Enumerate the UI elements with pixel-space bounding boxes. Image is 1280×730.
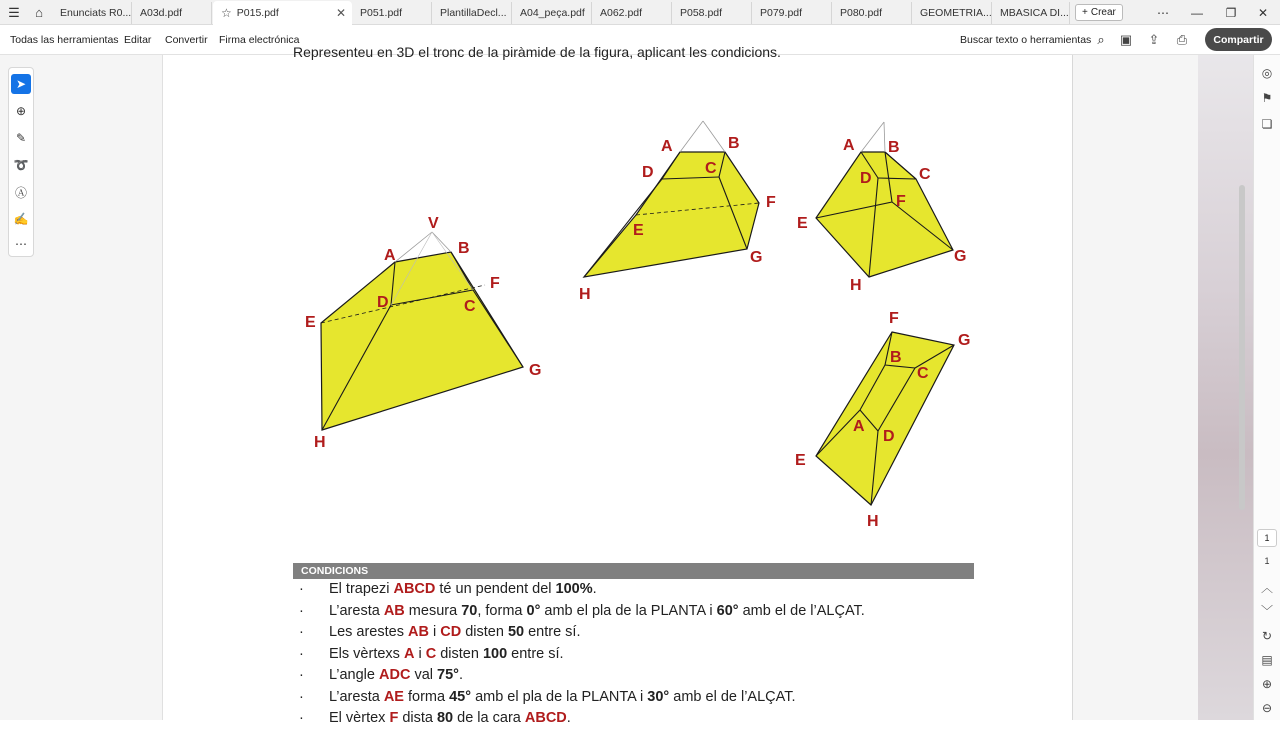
page-total: 1 xyxy=(1264,556,1270,566)
condition-item: · Els vèrtexs A i C disten 100 entre sí. xyxy=(299,645,564,662)
label-h: H xyxy=(579,286,591,303)
pdf-page xyxy=(163,44,1073,726)
scrollbar-thumb[interactable] xyxy=(1239,185,1245,510)
figure-1 xyxy=(305,215,541,451)
menu-convert[interactable]: Convertir xyxy=(165,33,208,46)
chevron-up-icon[interactable]: ︿ xyxy=(1260,580,1273,595)
instruction-text: Representeu en 3D el tronc de la piràmide de la figura, aplicant les condicions. xyxy=(293,44,781,60)
condition-item: · L’aresta AB mesura 70, forma 0° amb el pla de la PLANTA i 60° amb el de l’ALÇAT. xyxy=(299,602,865,619)
cursor-icon[interactable]: ➤ xyxy=(11,74,31,94)
condition-text: L’aresta AE forma 45° amb el pla de la PLANTA i 30° amb el de l’ALÇAT. xyxy=(329,688,796,705)
stamp-icon[interactable]: ✍ xyxy=(13,212,29,226)
label-b: B xyxy=(888,139,900,156)
minimize-icon[interactable]: — xyxy=(1191,5,1203,20)
label-a: A xyxy=(661,138,673,155)
label-e: E xyxy=(797,215,808,232)
star-icon[interactable]: ☆ xyxy=(221,6,232,20)
comment-panel-icon[interactable]: ◎ xyxy=(1261,66,1273,80)
rotate-icon[interactable]: ↻ xyxy=(1261,629,1273,643)
label-a: A xyxy=(384,247,396,264)
page-number-input[interactable]: 1 xyxy=(1257,529,1277,547)
label-d: D xyxy=(883,428,895,445)
label-h: H xyxy=(850,277,862,294)
hamburger-icon[interactable]: ☰ xyxy=(8,4,20,20)
label-g: G xyxy=(750,249,763,266)
tool-rail xyxy=(8,67,34,257)
condition-text: El trapezi ABCD té un pendent del 100%. xyxy=(329,581,597,597)
label-c: C xyxy=(705,160,717,177)
label-d: D xyxy=(642,164,654,181)
plus-icon: + xyxy=(1082,7,1088,18)
label-d: D xyxy=(377,294,389,311)
lasso-icon[interactable]: ➰ xyxy=(13,158,29,172)
tab-p051[interactable]: P051.pdf xyxy=(352,2,432,24)
tab-geometria[interactable]: GEOMETRIA... xyxy=(912,2,992,24)
label-b: B xyxy=(728,135,740,152)
conditions-header: CONDICIONS xyxy=(293,563,974,579)
condition-text: Els vèrtexs A i C disten 100 entre sí. xyxy=(329,645,564,662)
share-button[interactable]: Compartir xyxy=(1205,28,1272,51)
comment-icon[interactable]: ⊕ xyxy=(15,104,27,118)
condition-item: · Les arestes AB i CD disten 50 entre sí. xyxy=(299,624,581,640)
upload-icon[interactable]: ⇪ xyxy=(1148,32,1160,47)
text-select-icon[interactable]: Ⓐ xyxy=(14,185,27,200)
label-a: A xyxy=(843,137,855,154)
page-view-icon[interactable]: ▤ xyxy=(1261,653,1273,667)
search-tools[interactable]: Buscar texto o herramientas ⌕ xyxy=(960,31,1105,47)
label-g: G xyxy=(958,332,971,349)
tab-p079[interactable]: P079.pdf xyxy=(752,2,832,24)
label-f: F xyxy=(896,193,906,210)
print-icon[interactable]: ⎙ xyxy=(1176,32,1188,47)
condition-item: · L’angle ADC val 75°. xyxy=(299,667,463,683)
label-g: G xyxy=(529,362,542,379)
figure-3 xyxy=(797,122,966,294)
condition-text: Les arestes AB i CD disten 50 entre sí. xyxy=(329,624,581,640)
condition-item: · El trapezi ABCD té un pendent del 100%. xyxy=(299,581,597,597)
close-icon[interactable]: ✕ xyxy=(335,6,346,20)
zoom-out-icon[interactable]: ⊖ xyxy=(1261,701,1273,715)
zoom-in-icon[interactable]: ⊕ xyxy=(1261,677,1273,691)
more-tools-icon[interactable]: ⋯ xyxy=(15,237,27,251)
label-f: F xyxy=(889,310,899,327)
tab-p015[interactable]: ☆ P015.pdf ✕ xyxy=(213,1,352,25)
label-e: E xyxy=(305,314,316,331)
condition-item: · L’aresta AE forma 45° amb el pla de la PLANTA i 30° amb el de l’ALÇAT. xyxy=(299,688,796,705)
tab-a062[interactable]: A062.pdf xyxy=(592,2,672,24)
home-icon[interactable]: ⌂ xyxy=(35,5,43,20)
figure-4 xyxy=(795,310,970,530)
label-e: E xyxy=(633,222,644,239)
label-f: F xyxy=(766,194,776,211)
label-h: H xyxy=(314,434,326,451)
label-e: E xyxy=(795,452,806,469)
tab-a04[interactable]: A04_peça.pdf xyxy=(512,2,592,24)
new-tab-button[interactable]: + Crear xyxy=(1075,4,1123,21)
label-a: A xyxy=(853,418,865,435)
pyramid-figures xyxy=(163,55,1073,560)
tab-a03d[interactable]: A03d.pdf xyxy=(132,2,212,24)
save-icon[interactable]: ▣ xyxy=(1119,32,1133,47)
label-f: F xyxy=(490,275,500,292)
menu-sign[interactable]: Firma electrónica xyxy=(219,33,300,46)
label-c: C xyxy=(919,166,931,183)
tab-enunciats[interactable]: Enunciats R0... xyxy=(52,2,132,24)
condition-text: L’angle ADC val 75°. xyxy=(329,667,463,683)
menu-edit[interactable]: Editar xyxy=(124,33,152,46)
menu-all-tools[interactable]: Todas las herramientas xyxy=(10,33,119,46)
pen-icon[interactable]: ✎ xyxy=(15,131,27,145)
condition-text: L’aresta AB mesura 70, forma 0° amb el pla de la PLANTA i 60° amb el de l’ALÇAT. xyxy=(329,602,865,619)
pages-icon[interactable]: ❏ xyxy=(1261,117,1273,131)
bookmark-icon[interactable]: ⚑ xyxy=(1261,91,1273,105)
label-b: B xyxy=(890,349,902,366)
label-c: C xyxy=(464,298,476,315)
left-panel xyxy=(0,55,163,720)
tab-p058[interactable]: P058.pdf xyxy=(672,2,752,24)
figure-2 xyxy=(579,121,776,303)
restore-icon[interactable]: ❐ xyxy=(1225,5,1237,20)
tab-mbasica[interactable]: MBASICA DI... xyxy=(992,2,1070,24)
label-c: C xyxy=(917,365,929,382)
tab-bar xyxy=(0,0,1280,25)
label-b: B xyxy=(458,240,470,257)
tab-plantilla[interactable]: PlantillaDecl... xyxy=(432,2,512,24)
close-window-icon[interactable]: ✕ xyxy=(1257,5,1269,20)
condition-text: El vèrtex F dista 80 de la cara ABCD. xyxy=(329,710,571,726)
right-rail xyxy=(1253,55,1280,720)
chevron-down-icon[interactable]: ﹀ xyxy=(1260,603,1273,618)
conditions-list xyxy=(293,579,993,730)
label-h: H xyxy=(867,513,879,530)
condition-item: · El vèrtex F dista 80 de la cara ABCD. xyxy=(299,710,571,726)
search-icon: ⌕ xyxy=(1097,31,1105,47)
label-g: G xyxy=(954,248,967,265)
more-icon[interactable]: ⋯ xyxy=(1157,5,1169,20)
tab-p080[interactable]: P080.pdf xyxy=(832,2,912,24)
label-v: V xyxy=(428,215,439,232)
document-area xyxy=(163,44,1198,726)
label-d: D xyxy=(860,170,872,187)
